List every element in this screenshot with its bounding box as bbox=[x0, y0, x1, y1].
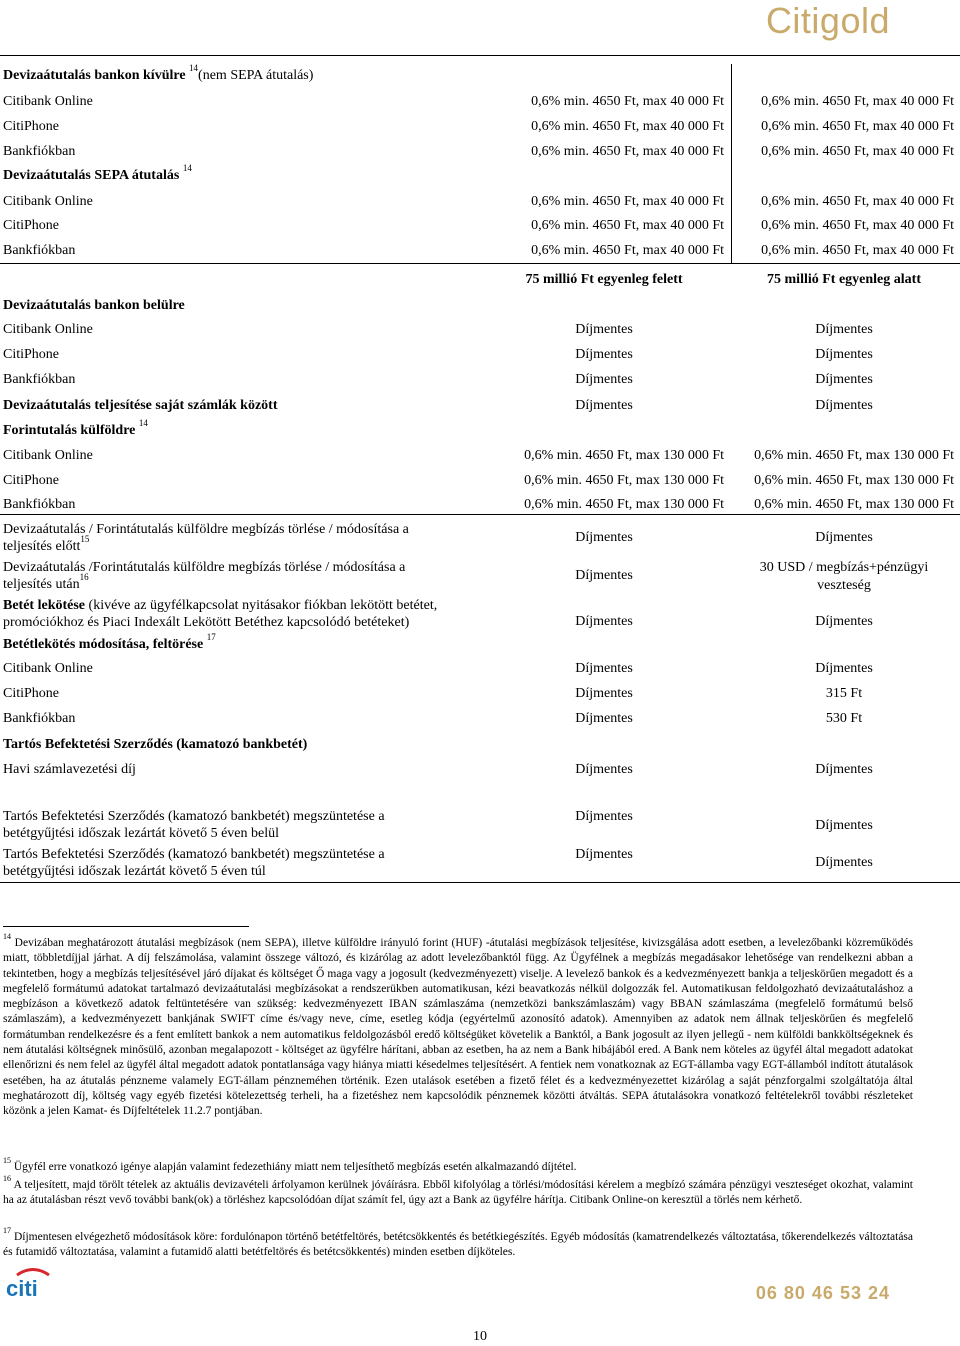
row-label: Tartós Befektetési Szerződés (kamatozó bankbetét) megszüntetése a bbox=[3, 847, 385, 862]
footnote-ref: 15 bbox=[80, 534, 90, 545]
value-above: Díjmentes bbox=[575, 347, 633, 362]
footnote-number: 17 bbox=[3, 1226, 11, 1236]
footnote-15 bbox=[3, 1156, 913, 1175]
value-below: Díjmentes bbox=[815, 322, 873, 337]
row-label: Citibank Online bbox=[3, 448, 93, 463]
citi-logo-icon bbox=[3, 1262, 63, 1302]
row-label: Havi számlavezetési díj bbox=[3, 762, 136, 777]
value-above: 0,6% min. 4650 Ft, max 40 000 Ft bbox=[531, 94, 724, 109]
value-above: Díjmentes bbox=[575, 711, 633, 726]
row-label: Bankfiókban bbox=[3, 144, 76, 159]
row-label: Devizaátutalás /Forintátutalás külföldre megbízás törlése / módosítása a bbox=[3, 560, 406, 575]
row-label: CitiPhone bbox=[3, 119, 60, 134]
footnote-text: Ügyfél erre vonatkozó igénye alapján valamint fedezethiány miatt nem teljesíthető megbízás esetén alkalmazandó díjtétel. bbox=[13, 1161, 577, 1173]
row-label: Bankfiókban bbox=[3, 243, 76, 258]
value-below: 315 Ft bbox=[825, 686, 863, 701]
footnote-ref: 14 bbox=[189, 63, 199, 74]
row-label: teljesítés előtt bbox=[3, 539, 81, 554]
row-label: Citibank Online bbox=[3, 661, 93, 676]
footnote-ref: 14 bbox=[182, 163, 192, 174]
value-below: 0,6% min. 4650 Ft, max 130 000 Ft bbox=[754, 448, 954, 463]
value-above: Díjmentes bbox=[575, 661, 633, 676]
row-label: betétgyűjtési időszak lezártát követő 5 éven túl bbox=[3, 864, 266, 879]
value-below: Díjmentes bbox=[815, 818, 873, 833]
header-below: 75 millió Ft egyenleg alatt bbox=[767, 272, 921, 287]
top-rule bbox=[0, 55, 960, 56]
value-below: Díjmentes bbox=[815, 530, 873, 545]
row-label: Citibank Online bbox=[3, 322, 93, 337]
section-title-text: Devizaátutalás SEPA átutalás bbox=[3, 168, 180, 183]
value-above: Díjmentes bbox=[575, 686, 633, 701]
value-above: 0,6% min. 4650 Ft, max 130 000 Ft bbox=[524, 497, 724, 512]
value-above: Díjmentes bbox=[575, 614, 633, 629]
footnote-ref: 14 bbox=[138, 418, 148, 429]
divider bbox=[0, 882, 960, 883]
footnote-text: Devizában meghatározott átutalási megbízások (nem SEPA), illetve külföldre irányuló forint (HUF) -átutalási megbízások teljesítése, kivizsgálása adott esetben, a levelezőbanki közreműködés miatt, többletdíjjal járhat. A díj felszámolása, valamint összege változó, és kizárólag az adott levelezőbanktól függ. Az Ügyfélnek a megbízás megadásakor lehetősége van rendelkezni abban a tekintetben, hogy a megbízás teljesítésével járó díjakat és költséget Ő maga vagy a jogosult (kedvezményezett) viselje. A levelező bankok és a kedvezményezett bankja a teljeskörűen megadott és a megfelelő formátumú adatokat tartalmazó devizaátutalási megbízásokat a rendszerükben automatikusan, kézi beavatkozás nélkül dolgozzák fel. Automatikusan feldolgozható devizaátutaláshoz a megbízáson a következő adatok feltüntetésére van szükség: kedvezményezett IBAN számlaszáma (nemzetközi bankszámlaszám) vagy BBAN számlaszáma (megfelelő formátumú belső számlaszám), a kedvezményezett bankjának SWIFT címe és/vagy neve, címe, esetleg kódja (egyértelmű azonosító adatok). Amennyiben az adatok nem állnak teljeskörűen és megfelelő formátumban rendelkezésre és a fent említett bankok a nem automatikus feldolgozásból eredő költségüket követelik a Banktól, a Bank jogosult az ilyen jellegű - nem külföldi bankköltségeknek és nem átutalási költségnek minősülő, azonban megalapozott - költséget az ügyfélre hárítani, abban az esetben, ha az nem a Bank hibájából ered. A Bank nem köteles az ügyfél által megadott adatokat ellenőrizni és nem felel az ügyfél által megadott adatok pontatlansága vagy hiánya miatti késedelmes teljesítésért. A fentiek nem vonatkoznak az EGT-államba vagy EGT-államból indított átutalások esetében, ha az átutalás pénzneme valamely EGT-állam pénzneméhen történik. Ezen utalások esetében a fizető félet és a kedvezményezettet kizárólag a saját pénzforgalmi szolgáltatója által meghatározott díj, költség vagy egyéb fizetési kötelezettség terheli, ha a fizetéshez nem kapcsolódik pénznemek közötti átváltás. SEPA átutalásokra vonatkozó feltételekről további részleteket közönk a jelen Kamat- és Díjfeltételek 11.2.7 pontjában. bbox=[3, 937, 913, 1118]
brand-title: Citigold bbox=[765, 0, 890, 41]
value-below: 0,6% min. 4650 Ft, max 40 000 Ft bbox=[761, 194, 954, 209]
footnote-ref: 17 bbox=[206, 632, 216, 643]
value-above: 0,6% min. 4650 Ft, max 40 000 Ft bbox=[531, 119, 724, 134]
section-title-text: Betétlekötés módosítása, feltörése bbox=[3, 637, 204, 652]
value-above: 0,6% min. 4650 Ft, max 40 000 Ft bbox=[531, 243, 724, 258]
section-title-text: Devizaátutalás bankon belülre bbox=[3, 298, 185, 313]
row-label: Bankfiókban bbox=[3, 711, 76, 726]
svg-text:citi: citi bbox=[6, 1276, 38, 1301]
row-label: Bankfiókban bbox=[3, 372, 76, 387]
value-above: Díjmentes bbox=[575, 322, 633, 337]
footnote-14 bbox=[3, 932, 913, 1120]
section-title-text: Tartós Befektetési Szerződés (kamatozó bankbetét) bbox=[3, 737, 308, 752]
value-below: 0,6% min. 4650 Ft, max 40 000 Ft bbox=[761, 144, 954, 159]
value-below: Díjmentes bbox=[815, 762, 873, 777]
header-above: 75 millió Ft egyenleg felett bbox=[525, 272, 683, 287]
footnote-rule bbox=[3, 926, 249, 927]
section-title-text: Devizaátutalás bankon kívülre bbox=[3, 68, 186, 83]
footnote-text: A teljesített, majd törölt tételek az aktuális devizavételi árfolyamon kerülnek jóváírásra. Ebből kifolyólag a törlési/módosítási kérelem a megbízó számára pénzügyi veszteséget okozhat, valamint ha az átutalásban részt vevő további bank(ok) a törléshez kapcsolódóan díjat számít fel, úgy azt a Bank az ügyfélre hárítja. Citibank Online-on keresztül a törlés nem kérhető. bbox=[3, 1179, 913, 1207]
value-below: 0,6% min. 4650 Ft, max 40 000 Ft bbox=[761, 94, 954, 109]
value-below: Díjmentes bbox=[815, 661, 873, 676]
row-label: Citibank Online bbox=[3, 94, 93, 109]
row-label: promóciókhoz és Piaci Indexált Lekötött Betéthez kapcsolódó betéteket) bbox=[3, 615, 410, 630]
value-above: Díjmentes bbox=[575, 568, 633, 583]
page-number: 10 bbox=[473, 1329, 487, 1344]
phone-number: 06 80 46 53 24 bbox=[755, 1283, 890, 1303]
value-below: 0,6% min. 4650 Ft, max 130 000 Ft bbox=[754, 497, 954, 512]
section-title-text: Forintutalás külföldre bbox=[3, 423, 136, 438]
row-label: Devizaátutalás / Forintátutalás külföldre megbízás törlése / módosítása a bbox=[3, 522, 409, 537]
value-above: Díjmentes bbox=[575, 398, 633, 413]
row-label: teljesítés után bbox=[3, 577, 80, 592]
row-label: CitiPhone bbox=[3, 686, 60, 701]
row-label: betétgyűjtési időszak lezártát követő 5 éven belül bbox=[3, 826, 280, 841]
value-below: Díjmentes bbox=[815, 347, 873, 362]
divider bbox=[0, 263, 960, 264]
footnote-ref: 16 bbox=[79, 572, 89, 583]
value-above: Díjmentes bbox=[575, 809, 633, 824]
section-note: (nem SEPA átutalás) bbox=[198, 68, 314, 83]
value-above: 0,6% min. 4650 Ft, max 40 000 Ft bbox=[531, 218, 724, 233]
row-label: CitiPhone bbox=[3, 473, 60, 488]
value-below: 30 USD / megbízás+pénzügyi bbox=[759, 560, 929, 575]
row-label: Bankfiókban bbox=[3, 497, 76, 512]
value-below: 0,6% min. 4650 Ft, max 40 000 Ft bbox=[761, 119, 954, 134]
value-below: 530 Ft bbox=[825, 711, 863, 726]
row-label: (kivéve az ügyfélkapcsolat nyitásakor fiókban lekötött betétet, bbox=[85, 598, 438, 613]
footnote-number: 14 bbox=[3, 932, 11, 942]
value-below: Díjmentes bbox=[815, 398, 873, 413]
value-below: Díjmentes bbox=[815, 855, 873, 870]
footnote-17 bbox=[3, 1226, 914, 1261]
value-above: Díjmentes bbox=[575, 372, 633, 387]
value-below: 0,6% min. 4650 Ft, max 40 000 Ft bbox=[761, 218, 954, 233]
footnote-number: 16 bbox=[3, 1174, 11, 1184]
row-label: Devizaátutalás teljesítése saját számlák között bbox=[3, 398, 278, 413]
value-below: Díjmentes bbox=[815, 614, 873, 629]
value-below: Díjmentes bbox=[815, 372, 873, 387]
row-label-bold: Betét lekötése bbox=[3, 598, 86, 613]
value-below: 0,6% min. 4650 Ft, max 130 000 Ft bbox=[754, 473, 954, 488]
row-label: CitiPhone bbox=[3, 347, 60, 362]
value-above: Díjmentes bbox=[575, 530, 633, 545]
value-above: 0,6% min. 4650 Ft, max 40 000 Ft bbox=[531, 144, 724, 159]
value-above: Díjmentes bbox=[575, 847, 633, 862]
footnote-16 bbox=[3, 1174, 913, 1209]
value-below: 0,6% min. 4650 Ft, max 40 000 Ft bbox=[761, 243, 954, 258]
value-above: 0,6% min. 4650 Ft, max 130 000 Ft bbox=[524, 448, 724, 463]
row-label: Tartós Befektetési Szerződés (kamatozó bankbetét) megszüntetése a bbox=[3, 809, 385, 824]
divider bbox=[0, 514, 960, 515]
value-below: veszteség bbox=[817, 578, 871, 593]
row-label: Citibank Online bbox=[3, 194, 93, 209]
row-label: CitiPhone bbox=[3, 218, 60, 233]
value-above: 0,6% min. 4650 Ft, max 40 000 Ft bbox=[531, 194, 724, 209]
footnote-number: 15 bbox=[3, 1156, 11, 1166]
value-above: 0,6% min. 4650 Ft, max 130 000 Ft bbox=[524, 473, 724, 488]
value-above: Díjmentes bbox=[575, 762, 633, 777]
footnote-text: Díjmentesen elvégezhető módosítások köre: fordulónapon történő betétfeltörés, betétcsökkentés és betétkiegészítés. Egyéb módosítás (kamatrendelkezés változtatása, tőkerendelkezés változtatása és futamidő változtatása, valamint a futamidő alatti betétfeltörés és betétcsökkentés) minden esetben díjköteles. bbox=[3, 1231, 914, 1259]
